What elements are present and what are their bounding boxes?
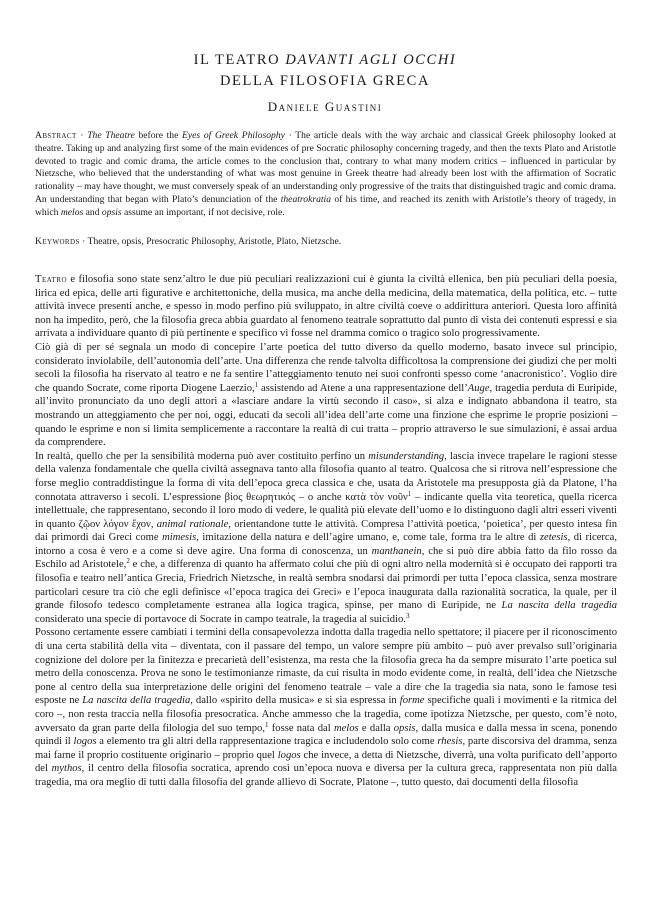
italic-term: Auge	[467, 382, 490, 394]
abstract-text: assume an important, if not decisive, role.	[121, 206, 285, 218]
title-text: IL TEATRO	[193, 52, 286, 68]
paragraph-text: e filosofia sono state senz’altro le due più peculiari realizzazioni cui è giunta la civiltà ellenica, ben più peculiari della poesia, lirica ed epica, delle arti figurative e architettoniche, della musica, ma anche della medicina, della matematica, della politica, etc. – tutte attività invece presenti anche, e spesso in modo perfino più sviluppato, in altre civiltà coeve o addirittura anteriori. Questa loro affinità non ha impedito, però, che la filosofia greca abbia guardato al fenomeno teatrale soprattutto dal punto di vista dei contenuti espressi e sia arrivata a individuare quanto di più pertinente e specifico vi fosse nel dramma comico o tragico solo progressivamente.	[35, 274, 617, 340]
paragraph-text: e dalla	[358, 722, 394, 734]
abstract-italic: opsis	[101, 206, 122, 218]
abstract-label: Abstract	[35, 130, 77, 141]
paragraph	[35, 626, 617, 789]
paragraph-lead: Teatro	[35, 274, 68, 285]
paragraph-text: , di ricerca, intorno a cosa è vero e a come si deve agire. Una forma di conoscenza, un	[35, 532, 617, 557]
paragraph-text: , dallo «spirito della musica» e si sia espressa in	[190, 695, 400, 707]
paragraph-text: , lascia invece trapelare le ragioni stesse della valenza fondamentale che quella civiltà assegnava tanto alla filosofia quanto al teatro. Qualcosa che si ritrova nell’espressione che forse meglio contraddistingue la forma di vita dell’epoca greca classica e che, usata da Aristotele ma presupposta già da Platone, l’ha connotata attraverso i secoli. L’espressione	[35, 450, 617, 503]
footnote-ref: 1	[265, 720, 269, 729]
footnote-ref: 3	[405, 611, 410, 620]
paragraph	[35, 273, 617, 341]
keywords-separator: ·	[79, 236, 88, 247]
article-title-line1	[0, 52, 650, 69]
paragraph-text: specifiche quali i movimenti e la ritmica del coro –, non resta traccia nella filosofia presocratica. Anche ammesso che la tragedia, come ipotizza Nietzsche, per questo, com’è noto, avversato da gran parte della filologia del suo tempo,	[35, 695, 618, 734]
italic-term: zetesis	[539, 532, 568, 544]
keywords-label: Keywords	[35, 236, 80, 247]
paragraph-text: considerato una specie di portavoce di Socrate in campo teatrale, la tragedia al suicidio.	[35, 613, 406, 625]
paragraph-text: , tragedia perduta di Euripide, all’invito pronunciato da uno degli attori a «lasciare andare la virtù secondo il caso», si alza e indignato abbandona il teatro, sta mostrando un atteggiamento che per noi, oggi, educati da secoli all’idea dell’arte come una finzione che esprime le proprie posizioni – quando le esprime e non si limita semplicemente a raccontare la realtà di cui tratta – proprio attraverso le sue simulazioni, è assai ardua da comprendere.	[35, 382, 617, 449]
abstract-text: of his time, and reached its zenith with Aristotle’s theory of tragedy, in which	[35, 193, 617, 218]
article-title-line2: DELLA FILOSOFIA GRECA	[219, 73, 431, 89]
article-body	[35, 273, 617, 790]
paragraph-text: , il centro della filosofia socratica, aprendo così un’epoca nuova e diversa per la cultura greca, rappresentata non più dalla tragedia, ma ora meglio di tutti dalla filosofia del grande allievo di Socrate, Platone –, tutto questo, dai documenti della filosofia	[35, 763, 618, 788]
paragraph-text: – o anche	[295, 491, 346, 503]
italic-term: melos	[333, 722, 359, 734]
abstract-title-italic: Eyes of Greek Philosophy	[182, 130, 285, 141]
italic-term: animal rationale	[156, 518, 229, 530]
paragraph-text: , che si può dire abbia fatto da filo rosso da Eschilo ad Aristotele,	[35, 545, 617, 571]
paragraph-text: , dalla musica e dalla messa in scena, ponendo quindi il	[35, 722, 617, 748]
abstract-title-italic: The Theatre	[87, 130, 135, 141]
italic-term: La nascita della tragedia	[82, 695, 191, 707]
abstract-text: and	[83, 206, 102, 218]
abstract-text: The article deals with the way archaic and classical Greek philosophy looked at theatre. Taking up and analyzing first some of the main evidences of pre Socratic philosophy concerning tragedy, and then the texts Plato and Aristotle devoted to tragic and comic drama, the article comes to the conclusion that, contrary to what many modern critics – influenced in particular by Nietzsche, who believed that the understanding of what was most genuine in Greek theatre had already been lost with the affirmation of Socratic rationality – may have thought, we must conversely speak of an understanding only progressive of the traits that distinguished tragic and comic drama. An understanding that began with Plato’s denunciation of the	[35, 130, 616, 205]
footnote-ref: 1	[254, 380, 259, 389]
abstract-separator: ·	[284, 130, 296, 141]
paragraph-text: Possono certamente essere cambiati i termini della consapevolezza indotta dalla tragedia nello spettatore; il piacere per il riconoscimento di una certa stabilità della vita – diventata, con il passare del tempo, un valore sempre più ambito – può aver prevalso sull’originaria cognizione del dolore per la finitezza e precarietà dell’esistenza, ma resta che la filosofia greca ha da sempre misurato l’arte poetica sul metro della conoscenza. Prova ne sono le testimonianze rimaste, da cui risulta in modo evidente come, in realtà, dell’idea che Nietzsche pone al centro della sua interpretazione delle origini del fenomeno teatrale – vale a dire che la tragedia sia nata, sono le famose tesi esposte ne	[35, 627, 617, 707]
footnote-ref: 1	[407, 489, 412, 498]
italic-term: rhesis	[437, 736, 463, 748]
italic-term: forme	[399, 695, 425, 707]
paragraph-text: che invece, a detta di Nietzsche, diverrà, una volta purificato dell’apporto del	[35, 749, 617, 775]
title-italic: DAVANTI AGLI OCCHI	[285, 52, 457, 68]
greek-term: βίος θεωρητικός	[224, 491, 296, 503]
paragraph-text: , parte discorsiva del dramma, senza mai farne il proprio costituente originario – proprio quel	[35, 736, 618, 761]
paragraph-text: , imitazione della natura e dell’agire umano, e, come tale, forma tra le altre di	[196, 532, 540, 544]
abstract-italic: theatrokratia	[280, 193, 331, 205]
italic-term: misunderstanding	[368, 450, 445, 462]
footnote-ref: 2	[126, 557, 130, 566]
abstract-separator: ·	[76, 130, 88, 141]
italic-term: logos	[73, 736, 97, 748]
greek-term: ζῷον λόγον ἔχον	[78, 518, 151, 530]
paragraph-text: – indicante quella vita teoretica, quella ricerca intellettuale, che rappresentano, secondo il loro modo di vedere, le qualità più elevate dell’uomo e lo distinguono dagli altri esseri viventi in quanto	[35, 491, 617, 530]
greek-term: κατὰ τὸν νοῦν	[345, 491, 408, 503]
italic-term: manthanein	[371, 545, 422, 557]
italic-term: mimesis	[162, 532, 197, 544]
paragraph-text: In realtà, quello che per la sensibilità moderna può aver costituito perfino un	[35, 450, 369, 462]
keywords	[35, 236, 616, 249]
keywords-text: Theatre, opsis, Presocratic Philosophy, Aristotle, Plato, Nietzsche.	[87, 236, 342, 247]
paragraph-text: fosse nata dal	[268, 722, 334, 734]
paragraph-text: Ciò già di per sé segnala un modo di concepire l’arte poetica del tutto diverso da quello moderno, basato invece sul principio, considerato inviolabile, dell’autonomia dell’arte. Una differenza che rende talvolta difficoltosa la comprensione dei giudizi che per molti secoli la filosofia ha riservato al teatro e ne fa sentire l’atteggiamento tenuto nei suoi confronti spesso come ‘anacronistico’. Voglio dire che quando Socrate, come riporta Diogene Laerzio,	[35, 341, 617, 394]
paragraph-text: , orientandone tutte le attività. Compresa l’attività poetica, ‘poietica’, per questo intesa fin dai primordi dai Greci come	[35, 518, 618, 544]
author-name: Daniele Guastini	[267, 99, 383, 114]
abstract	[35, 130, 616, 220]
italic-term: mythos	[51, 763, 82, 775]
abstract-title-mid: before the	[134, 130, 183, 141]
italic-term: opsis	[393, 722, 416, 734]
paragraph-text: e che, a differenza di quanto ha affermato colui che più di ogni altro nella modernità si è occupato dei rapporti tra filosofia e teatro nell’antica Grecia, Friedrich Nietzsche, in realtà sembra snodarsi dai primordi per tutta l’epoca classica, senza mostrare particolari cesure tra ciò che egli definisce «l’epoca tragica dei Greci» e l’epoca inaugurata dalla razionalità socratica, la quale, per il grande filosofo tedesco completamente estranea alla logica tragica, spinse, per mano di Euripide, ne	[35, 559, 618, 612]
paragraph	[35, 450, 617, 627]
paragraph-text: ,	[150, 518, 157, 530]
paragraph	[35, 341, 617, 450]
paragraph-text: a elemento tra gli altri della rappresentazione tragica e includendolo solo come	[96, 736, 438, 748]
paragraph-text: assistendo ad Atene a una rappresentazione dell’	[258, 382, 468, 394]
italic-term: La nascita della tragedia	[501, 600, 617, 612]
abstract-italic: melos	[60, 206, 84, 218]
italic-term: logos	[277, 749, 301, 761]
